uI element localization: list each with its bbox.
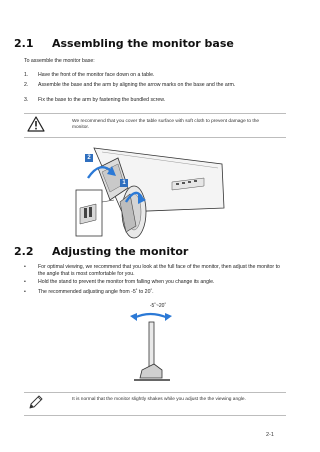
section-title: Adjusting the monitor: [52, 245, 189, 258]
angle-label: -5˚~20˚: [149, 303, 167, 309]
caution-text: We recommend that you cover the table surface with soft cloth to prevent damage to the monitor.: [72, 119, 260, 131]
bullet-list: [24, 264, 286, 296]
section-number: 2.1: [14, 37, 34, 50]
list-item: • For optimal viewing, we recommend that you look at the full face of the monitor, then adjust the monitor to the angle that is most comfortable for you.: [24, 264, 280, 277]
divider: [24, 415, 286, 416]
page-number: 2-1: [266, 432, 274, 438]
list-item: • Hold the stand to prevent the monitor from falling when you change its angle.: [24, 279, 215, 285]
steps-list: [24, 72, 286, 104]
tilt-illustration: [128, 308, 176, 384]
section-heading: [14, 37, 234, 50]
list-item: • The recommended adjusting angle from -5˚ to 20˚.: [24, 289, 154, 295]
section-heading: [14, 245, 188, 258]
divider: [24, 137, 286, 138]
assembly-illustration: [72, 142, 232, 242]
section-number: 2.2: [14, 245, 34, 258]
step-callout-badge: 2: [85, 154, 93, 162]
section-title: Assembling the monitor base: [52, 37, 234, 50]
step-callout-badge: 1: [120, 179, 128, 187]
list-item: 1. Have the front of the monitor face down on a table.: [24, 72, 155, 78]
pencil-icon: [28, 394, 44, 410]
intro-text: To assemble the monitor base:: [24, 58, 95, 64]
warning-triangle-icon: [27, 116, 45, 132]
divider: [24, 113, 286, 114]
list-item: 2. Assemble the base and the arm by aligning the arrow marks on the base and the arm.: [24, 82, 236, 88]
divider: [24, 392, 286, 393]
note-text: It is normal that the monitor slightly shakes while you adjust the the viewing angle.: [72, 397, 246, 402]
list-item: 3. Fix the base to the arm by fastening the bundled screw.: [24, 97, 166, 103]
